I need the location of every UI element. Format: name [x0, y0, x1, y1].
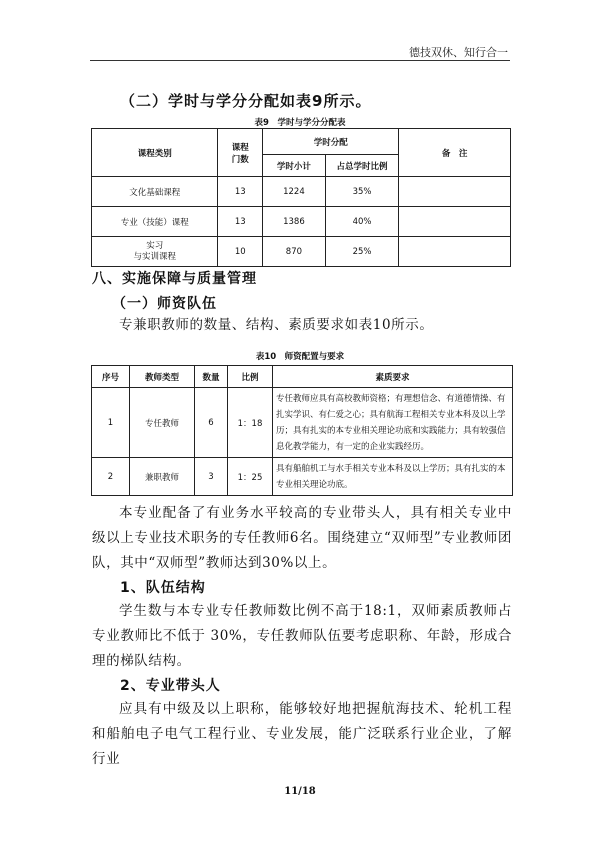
col-header-hours-ratio: 占总学时比例 — [325, 155, 399, 177]
table9-caption: 表9 学时与学分分配表 — [254, 118, 346, 128]
cell-requirements: 专任教师应具有高校教师资格；有理想信念、有道德情操、有扎实学识、有仁爱之心；具有航海工程相关专业本科及以上学历；具有扎实的本专业相关理论功底和实践能力；具有较强信息化教学能力，有一定的企业实践经历。 — [273, 388, 513, 458]
cell-note — [399, 207, 511, 237]
structure-paragraph: 学生数与本专业专任教师数比例不高于18:1，双师素质教师占专业教师比不低于 30%，专任教师队伍要考虑职称、年龄，形成合理的梯队结构。 — [92, 603, 512, 669]
cell-category: 专业（技能）课程 — [92, 207, 218, 237]
leader-paragraph: 应具有中级及以上职称，能够较好地把握航海技术、轮机工程和船舶电子电气工程行业、专业发展，能广泛联系行业企业，了解行业 — [92, 701, 512, 767]
cell-category: 文化基础课程 — [92, 177, 218, 207]
col-header-no: 序号 — [92, 366, 130, 388]
cell-note — [399, 237, 511, 267]
table-row — [92, 177, 511, 207]
table-row — [92, 458, 513, 496]
cell-hours: 1386 — [263, 207, 326, 237]
page-header — [0, 40, 600, 64]
cell-category: 实习 与实训课程 — [92, 237, 218, 267]
staffing-paragraph: 本专业配备了有业务水平较高的专业带头人，具有相关专业中级以上专业技术职务的专任教师6名。围绕建立“双师型”专业教师团队，其中“双师型”教师达到30%以上。 — [92, 505, 512, 571]
col-header-count: 课程 门数 — [218, 129, 263, 177]
cell-note — [399, 177, 511, 207]
section8-1-title: （一）师资队伍 — [112, 296, 217, 312]
section-subtitle: （二）学时与学分分配如表9所示。 — [120, 92, 372, 110]
cell-qty: 6 — [195, 388, 228, 458]
heading-team-structure: 1、队伍结构 — [120, 580, 206, 596]
table-row — [92, 388, 513, 458]
col-header-hours-total: 学时小计 — [263, 155, 326, 177]
cell-no: 2 — [92, 458, 130, 496]
col-header-ratio: 比例 — [228, 366, 273, 388]
table-row — [92, 207, 511, 237]
intro-paragraph: 专兼职教师的数量、结构、素质要求如表10所示。 — [119, 317, 434, 333]
teacher-config-table — [91, 365, 513, 496]
col-header-type: 教师类型 — [130, 366, 195, 388]
cell-ratio: 25% — [325, 237, 399, 267]
cell-qty: 3 — [195, 458, 228, 496]
cell-hours: 870 — [263, 237, 326, 267]
cell-no: 1 — [92, 388, 130, 458]
cell-ratio: 35% — [325, 177, 399, 207]
header-rule — [90, 60, 510, 61]
col-header-requirements: 素质要求 — [273, 366, 513, 388]
table-row — [92, 237, 511, 267]
cell-type: 专任教师 — [130, 388, 195, 458]
col-header-category: 课程类别 — [92, 129, 218, 177]
cell-ratio: 1：25 — [228, 458, 273, 496]
cell-hours: 1224 — [263, 177, 326, 207]
col-header-qty: 数量 — [195, 366, 228, 388]
page-number: 11/18 — [284, 786, 316, 797]
cell-requirements: 具有船舶机工与水手相关专业本科及以上学历；具有扎实的本专业相关理论功底。 — [273, 458, 513, 496]
cell-count: 13 — [218, 177, 263, 207]
cell-count: 10 — [218, 237, 263, 267]
cell-ratio: 40% — [325, 207, 399, 237]
header-motto: 德技双休、知行合一 — [409, 46, 508, 59]
col-header-hours-group: 学时分配 — [263, 129, 399, 155]
heading-leader: 2、专业带头人 — [120, 678, 221, 694]
table10-caption: 表10 师资配置与要求 — [255, 352, 345, 362]
cell-ratio: 1：18 — [228, 388, 273, 458]
hours-credits-table — [91, 128, 511, 267]
section8-title: 八、实施保障与质量管理 — [92, 271, 257, 287]
col-header-note: 备 注 — [399, 129, 511, 177]
cell-type: 兼职教师 — [130, 458, 195, 496]
cell-count: 13 — [218, 207, 263, 237]
